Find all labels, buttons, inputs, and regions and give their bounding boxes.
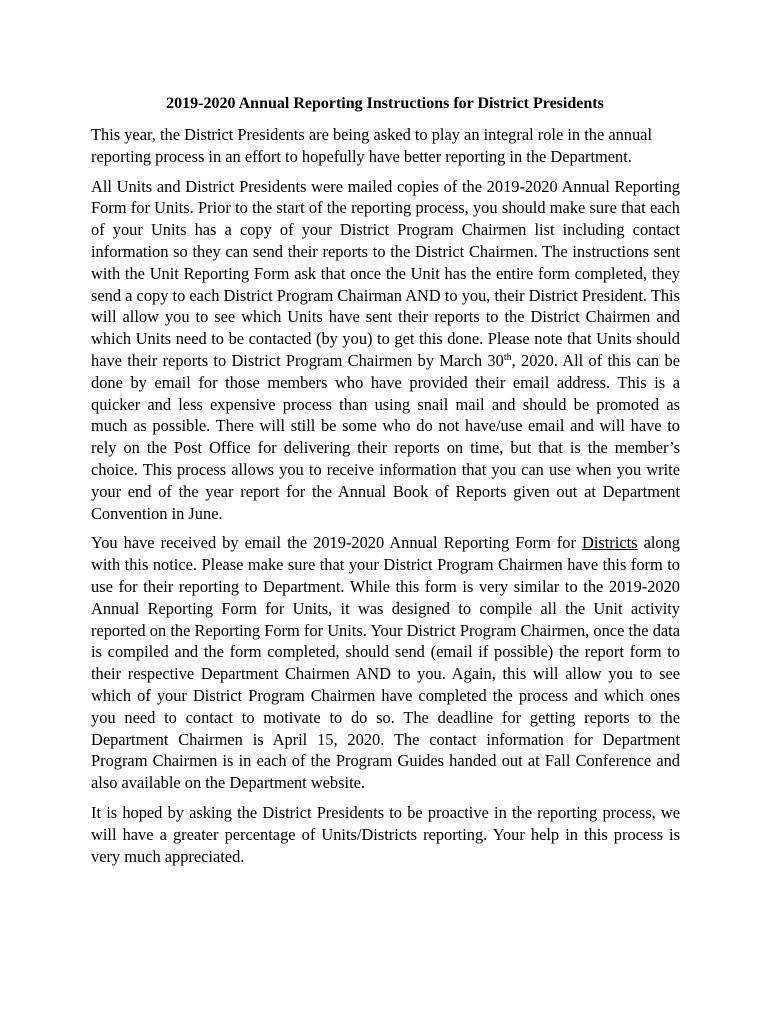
paragraph-district-form-text-start: You have received by email the 2019-2020 Annual Reporting Form for bbox=[91, 533, 582, 553]
document-title: 2019-2020 Annual Reporting Instructions for District Presidents bbox=[166, 95, 604, 112]
paragraph-district-form-text-end: along with this notice. Please make sure that your District Program Chairmen have this form to use for their reporting to Department. While this form is very similar to the 2019-2020 Annual Reporting Form for Units, it was designed to compile all the Unit activity reported on the Reporting Form for Units. Your District Program Chairmen, once the data is compiled and the form completed, should send (email if possible) the report form to their respective Department Chairmen AND to you. Again, this will allow you to see which of your District Program Chairmen have completed the process and which ones you need to contact to motivate to do so. The deadline for getting reports to the Department Chairmen is April 15, 2020. The contact information for Department Program Chairmen is in each of the Program Guides handed out at Fall Conference and also available on the Department website. bbox=[91, 533, 680, 793]
paragraph-unit-reporting bbox=[91, 176, 680, 525]
underlined-districts: Districts bbox=[581, 533, 638, 553]
paragraph-unit-reporting-text-start: All Units and District Presidents were mailed copies of the 2019-2020 Annual Reporting Form for Units. Prior to the start of the reporting process, you should make sure that each of your Units has a copy of your District Program Chairmen list including contact information so they can send their reports to the District Chairmen. The instructions sent with the Unit Reporting Form ask that once the Unit has the entire form completed, they send a copy to each District Program Chairman AND to you, their District President. This will allow you to see which Units have sent their reports to the District Chairmen and which Units need to be contacted (by you) to get this done. Please note that Units should have their reports to District Program Chairmen by March 30 bbox=[91, 176, 680, 370]
document-body bbox=[91, 124, 680, 875]
paragraph-district-form bbox=[91, 532, 680, 794]
paragraph-unit-reporting-text-end: , 2020. All of this can be done by email for those members who have provided their email address. This is a quicker and less expensive process than using snail mail and should be promoted as much as possible. There will still be some who do not have/use email and will have to rely on the Post Office for delivering their reports on time, but that is the member’s choice. This process allows you to receive information that you can use when you write your end of the year report for the Annual Book of Reports given out at Department Convention in June. bbox=[91, 350, 680, 523]
paragraph-closing: It is hoped by asking the District Presidents to be proactive in the reporting process, we will have a greater percentage of Units/Districts reporting. Your help in this process is very much appreciated. bbox=[91, 802, 680, 866]
paragraph-intro: This year, the District Presidents are being asked to play an integral role in the annual reporting process in an effort to hopefully have better reporting in the Department. bbox=[91, 125, 653, 166]
ordinal-suffix: th bbox=[503, 351, 512, 363]
